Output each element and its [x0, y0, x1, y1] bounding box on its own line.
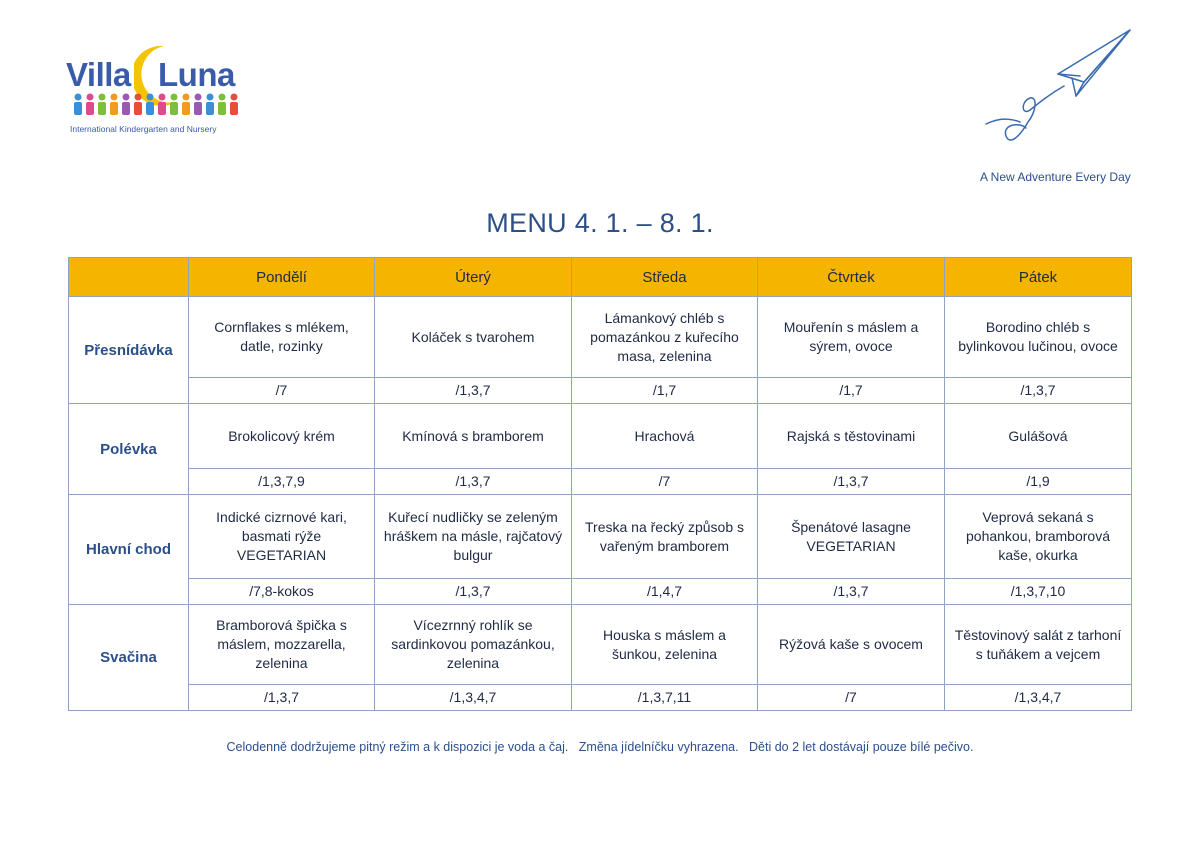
meal-label: Přesnídávka	[69, 297, 189, 404]
dish-cell: Gulášová	[945, 404, 1132, 469]
allergen-cell: /7	[758, 685, 945, 711]
allergen-cell: /1,3,7	[375, 469, 572, 495]
footer-note: Celodenně dodržujeme pitný režim a k dispozici je voda a čaj. Změna jídelníčku vyhrazena. Děti do 2 let dostávají pouze bílé pečivo.	[226, 740, 974, 754]
dish-cell: Špenátové lasagne VEGETARIAN	[758, 495, 945, 579]
allergen-cell: /1,3,4,7	[375, 685, 572, 711]
meal-label: Svačina	[69, 605, 189, 711]
allergen-cell: /1,3,7	[375, 579, 572, 605]
dish-cell: Hrachová	[572, 404, 758, 469]
allergen-cell: /7	[572, 469, 758, 495]
logo-tagline: International Kindergarten and Nursery	[70, 124, 217, 134]
allergen-cell: /1,7	[758, 378, 945, 404]
allergen-row	[69, 579, 1132, 605]
dish-cell: Treska na řecký způsob s vařeným bramborem	[572, 495, 758, 579]
dish-cell: Borodino chléb s bylinkovou lučinou, ovoce	[945, 297, 1132, 378]
allergen-cell: /1,3,7	[758, 469, 945, 495]
allergen-cell: /1,3,7	[375, 378, 572, 404]
allergen-cell: /7	[189, 378, 375, 404]
header-day: Pondělí	[189, 258, 375, 297]
table-header-row	[69, 258, 1132, 297]
paper-plane-icon	[980, 26, 1140, 166]
table-row	[69, 495, 1132, 579]
table-row	[69, 605, 1132, 685]
allergen-cell: /1,3,7,9	[189, 469, 375, 495]
header-day: Čtvrtek	[758, 258, 945, 297]
header-day: Středa	[572, 258, 758, 297]
allergen-cell: /1,3,7	[945, 378, 1132, 404]
allergen-cell: /1,3,7	[758, 579, 945, 605]
dish-cell: Rýžová kaše s ovocem	[758, 605, 945, 685]
header-corner	[69, 258, 189, 297]
allergen-row	[69, 378, 1132, 404]
dish-cell: Mouřenín s máslem a sýrem, ovoce	[758, 297, 945, 378]
meal-label: Hlavní chod	[69, 495, 189, 605]
meal-label: Polévka	[69, 404, 189, 495]
dish-cell: Veprová sekaná s pohankou, bramborová kaše, okurka	[945, 495, 1132, 579]
dish-cell: Houska s máslem a šunkou, zelenina	[572, 605, 758, 685]
dish-cell: Rajská s těstovinami	[758, 404, 945, 469]
slogan: A New Adventure Every Day	[980, 170, 1131, 184]
logo-name-right: Luna	[158, 56, 235, 93]
logo-name-left: Villa	[66, 56, 131, 93]
table-row	[69, 404, 1132, 469]
logo	[66, 44, 246, 140]
dish-cell: Kmínová s bramborem	[375, 404, 572, 469]
allergen-cell: /1,3,7	[189, 685, 375, 711]
allergen-cell: /1,4,7	[572, 579, 758, 605]
page-title: MENU 4. 1. – 8. 1.	[486, 208, 714, 238]
children-icon	[72, 92, 240, 116]
allergen-cell: /1,9	[945, 469, 1132, 495]
allergen-cell: /1,7	[572, 378, 758, 404]
allergen-row	[69, 685, 1132, 711]
allergen-cell: /1,3,4,7	[945, 685, 1132, 711]
table-row	[69, 297, 1132, 378]
header-day: Pátek	[945, 258, 1132, 297]
dish-cell: Kuřecí nudličky se zeleným hráškem na másle, rajčatový bulgur	[375, 495, 572, 579]
dish-cell: Těstovinový salát z tarhoní s tuňákem a vejcem	[945, 605, 1132, 685]
dish-cell: Koláček s tvarohem	[375, 297, 572, 378]
dish-cell: Lámankový chléb s pomazánkou z kuřecího masa, zelenina	[572, 297, 758, 378]
allergen-cell: /1,3,7,10	[945, 579, 1132, 605]
allergen-cell: /7,8-kokos	[189, 579, 375, 605]
dish-cell: Bramborová špička s máslem, mozzarella, zelenina	[189, 605, 375, 685]
dish-cell: Indické cizrnové kari, basmati rýže VEGETARIAN	[189, 495, 375, 579]
menu-table	[68, 257, 1132, 711]
dish-cell: Cornflakes s mlékem, datle, rozinky	[189, 297, 375, 378]
dish-cell: Vícezrnný rohlík se sardinkovou pomazánkou, zelenina	[375, 605, 572, 685]
dish-cell: Brokolicový krém	[189, 404, 375, 469]
header-day: Úterý	[375, 258, 572, 297]
allergen-row	[69, 469, 1132, 495]
allergen-cell: /1,3,7,11	[572, 685, 758, 711]
